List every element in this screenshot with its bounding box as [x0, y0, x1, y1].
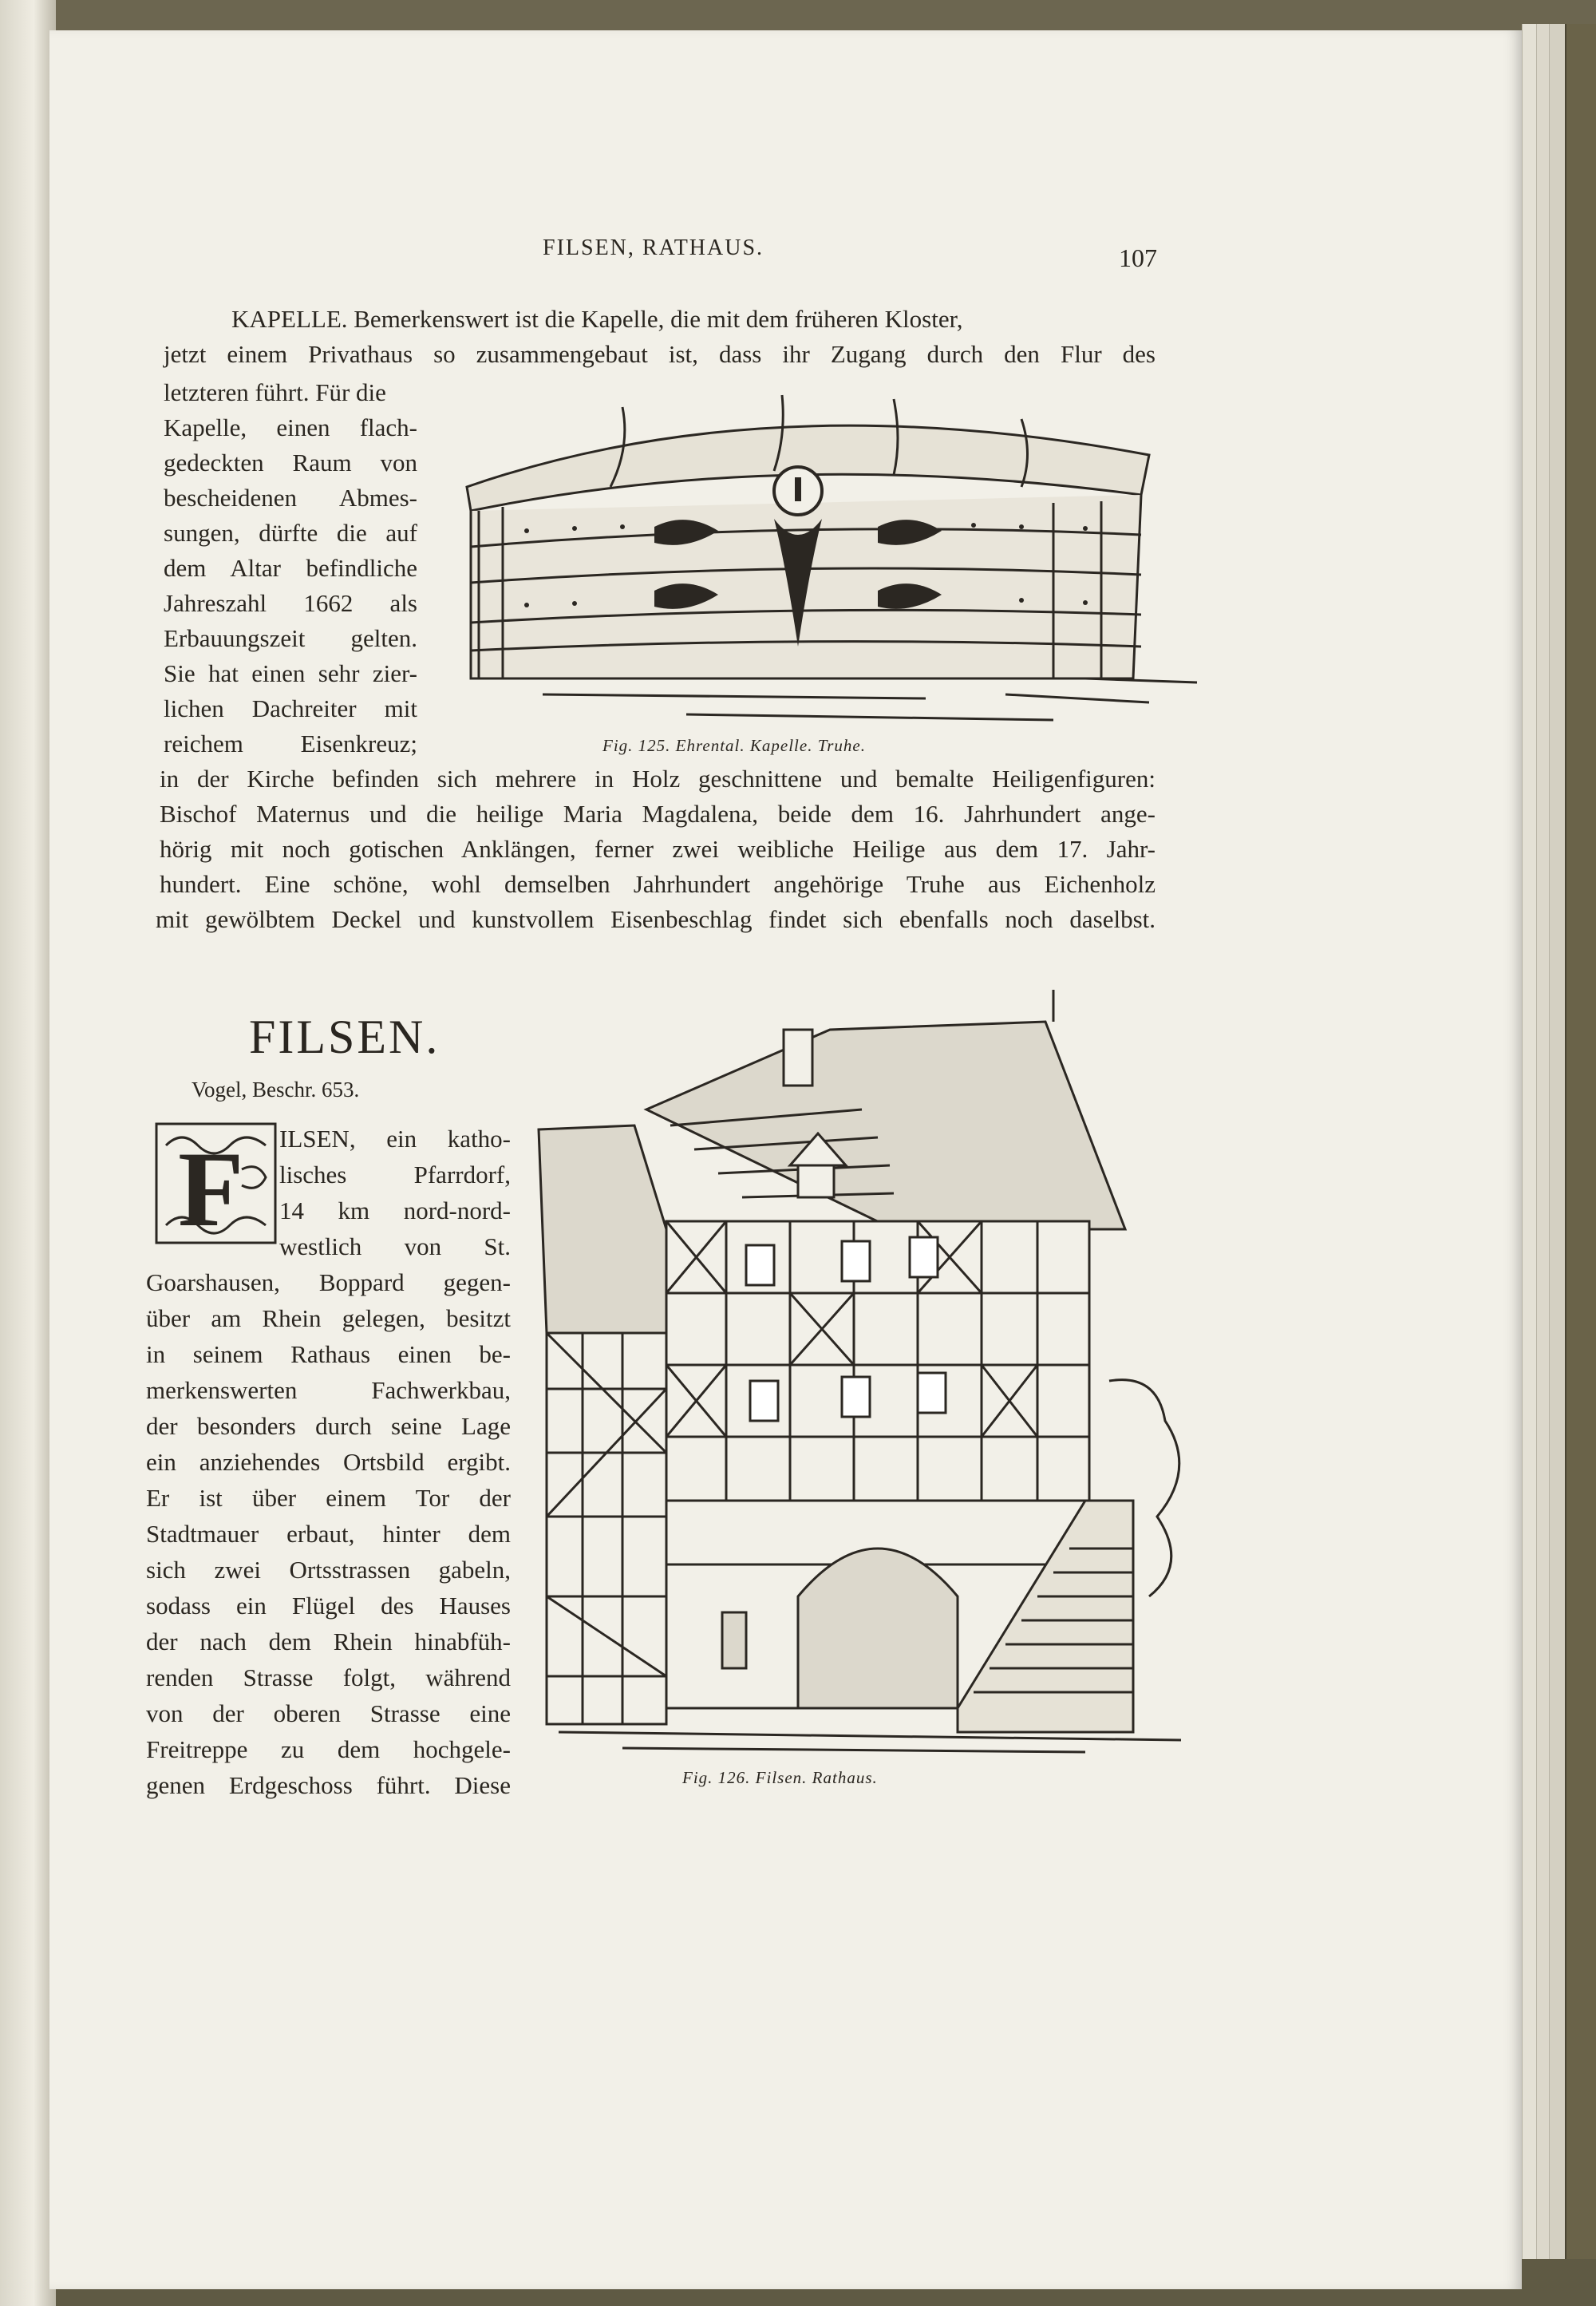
text-line: westlich von St. [279, 1232, 511, 1260]
decorative-initial [154, 1121, 278, 1245]
page-stack-edge [1522, 24, 1537, 2259]
text-line: merkenswerten Fachwerkbau, [146, 1376, 511, 1404]
text-line: sodass ein Flügel des Hauses [146, 1592, 511, 1620]
section-heading: FILSEN. [249, 1011, 440, 1063]
book-top-edge [49, 0, 1596, 30]
text-line: lichen Dachreiter mit [164, 694, 417, 722]
text-line: Er ist über einem Tor der [146, 1484, 511, 1512]
figure-caption: Fig. 126. Filsen. Rathaus. [682, 1768, 878, 1787]
book-cover-edge [1565, 24, 1596, 2259]
text-line: Stadtmauer erbaut, hinter dem [146, 1520, 511, 1548]
text-line: letzteren führt. Für die [164, 378, 386, 406]
text-line: Jahreszahl 1662 als [164, 589, 417, 617]
text-line: sich zwei Ortsstrassen gabeln, [146, 1556, 511, 1584]
text-line: über am Rhein gelegen, besitzt [146, 1304, 511, 1332]
text-line: KAPELLE. Bemerkenswert ist die Kapelle, die mit dem früheren Kloster, [231, 305, 963, 333]
chest-illustration [447, 391, 1205, 726]
text-line: jetzt einem Privathaus so zusammengebaut ist, dass ihr Zugang durch den Flur des [164, 340, 1156, 368]
text-line: ILSEN, ein katho- [279, 1125, 511, 1153]
text-line: genen Erdgeschoss führt. Diese [146, 1771, 511, 1799]
text-line: Bischof Maternus und die heilige Maria Magdalena, beide dem 16. Jahrhundert ange- [160, 800, 1156, 828]
text-line: in seinem Rathaus einen be- [146, 1340, 511, 1368]
text-line: lisches Pfarrdorf, [279, 1161, 511, 1189]
figure-caption: Fig. 125. Ehrental. Kapelle. Truhe. [602, 736, 866, 755]
text-line: Kapelle, einen flach- [164, 413, 417, 441]
text-line: Erbauungszeit gelten. [164, 624, 417, 652]
text-line: Sie hat einen sehr zier- [164, 659, 417, 687]
text-line: ein anziehendes Ortsbild ergibt. [146, 1448, 511, 1476]
running-title: FILSEN, RATHAUS. [543, 235, 764, 260]
text-line: gedeckten Raum von [164, 449, 417, 477]
town-hall-illustration [527, 990, 1205, 1756]
text-line: Freitreppe zu dem hochgele- [146, 1735, 511, 1763]
text-line: Goarshausen, Boppard gegen- [146, 1268, 511, 1296]
text-line: der nach dem Rhein hinabfüh- [146, 1628, 511, 1655]
text-line: reichem Eisenkreuz; [164, 730, 417, 757]
literature-reference: Vogel, Beschr. 653. [192, 1078, 360, 1102]
page-stack-edge [1549, 24, 1566, 2259]
text-line: 14 km nord-nord- [279, 1197, 511, 1224]
text-line: von der oberen Strasse eine [146, 1699, 511, 1727]
text-line: in der Kirche befinden sich mehrere in Holz geschnittene und bemalte Heiligenfiguren: [160, 765, 1156, 793]
page-stack-edge [1536, 24, 1550, 2259]
text-line: dem Altar befindliche [164, 554, 417, 582]
facing-page-edge [0, 0, 56, 2306]
text-line: hundert. Eine schöne, wohl demselben Jahrhundert angehörige Truhe aus Eichenholz [160, 870, 1156, 898]
text-line: renden Strasse folgt, während [146, 1663, 511, 1691]
text-line: bescheidenen Abmes- [164, 484, 417, 512]
initial-letter: F [178, 1130, 244, 1245]
text-line: sungen, dürfte die auf [164, 519, 417, 547]
text-line: hörig mit noch gotischen Anklängen, ferner zwei weibliche Heilige aus dem 17. Jahr- [160, 835, 1156, 863]
page-number: 107 [1119, 243, 1157, 272]
text-line: der besonders durch seine Lage [146, 1412, 511, 1440]
text-line: mit gewölbtem Deckel und kunstvollem Eisenbeschlag findet sich ebenfalls noch daselbst. [156, 905, 1156, 933]
